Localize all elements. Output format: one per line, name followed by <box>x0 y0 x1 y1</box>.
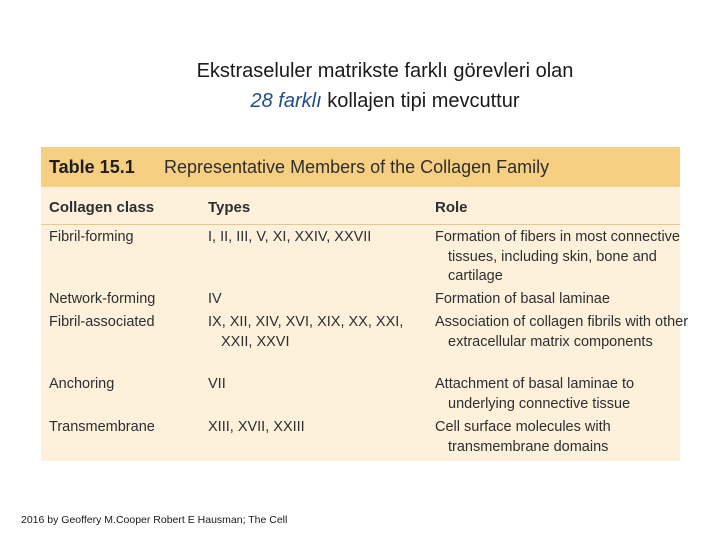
title-line-2-rest: kollajen tipi mevcuttur <box>321 90 520 112</box>
cell-types: XIII, XVII, XXIII <box>208 419 305 435</box>
collagen-table <box>41 147 689 461</box>
table-header <box>41 147 680 187</box>
table-number: Table 15.1 <box>49 156 135 177</box>
footnote-citation: 2016 by Geoffery M.Cooper Robert E Hausman; The Cell <box>21 514 288 526</box>
cell-types: VII <box>208 376 226 392</box>
column-header-types: Types <box>208 199 251 216</box>
cell-collagen-class: Network-forming <box>49 291 156 307</box>
cell-role: Formation of basal laminae <box>435 291 610 307</box>
cell-role: Attachment of basal laminae to underlying connective tissue <box>435 376 635 412</box>
header-divider <box>41 224 680 225</box>
cell-collagen-class: Anchoring <box>49 376 115 392</box>
cell-collagen-class: Fibril-forming <box>49 229 134 245</box>
table-caption: Representative Members of the Collagen Family <box>164 156 550 177</box>
cell-role: Formation of fibers in most connective tissues, including skin, bone and cartilage <box>435 229 680 284</box>
title-line-2 <box>0 86 720 116</box>
cell-collagen-class: Transmembrane <box>49 419 155 435</box>
title-line-1: Ekstraseluler matrikste farklı görevleri olan <box>196 60 574 82</box>
title-highlight: 28 farklı <box>250 90 322 112</box>
cell-types: I, II, III, V, XI, XXIV, XXVII <box>208 229 372 245</box>
cell-types: IV <box>208 291 222 307</box>
cell-role: Association of collagen fibrils with other extracellular matrix components <box>435 314 689 350</box>
column-header-collagen-class: Collagen class <box>49 199 155 216</box>
column-header-role: Role <box>435 199 468 216</box>
cell-role: Cell surface molecules with transmembrane domains <box>435 419 611 455</box>
cell-types: IX, XII, XIV, XVI, XIX, XX, XXI, XXII, XXVI <box>208 314 404 350</box>
cell-collagen-class: Fibril-associated <box>49 314 155 330</box>
slide-title <box>0 56 720 116</box>
